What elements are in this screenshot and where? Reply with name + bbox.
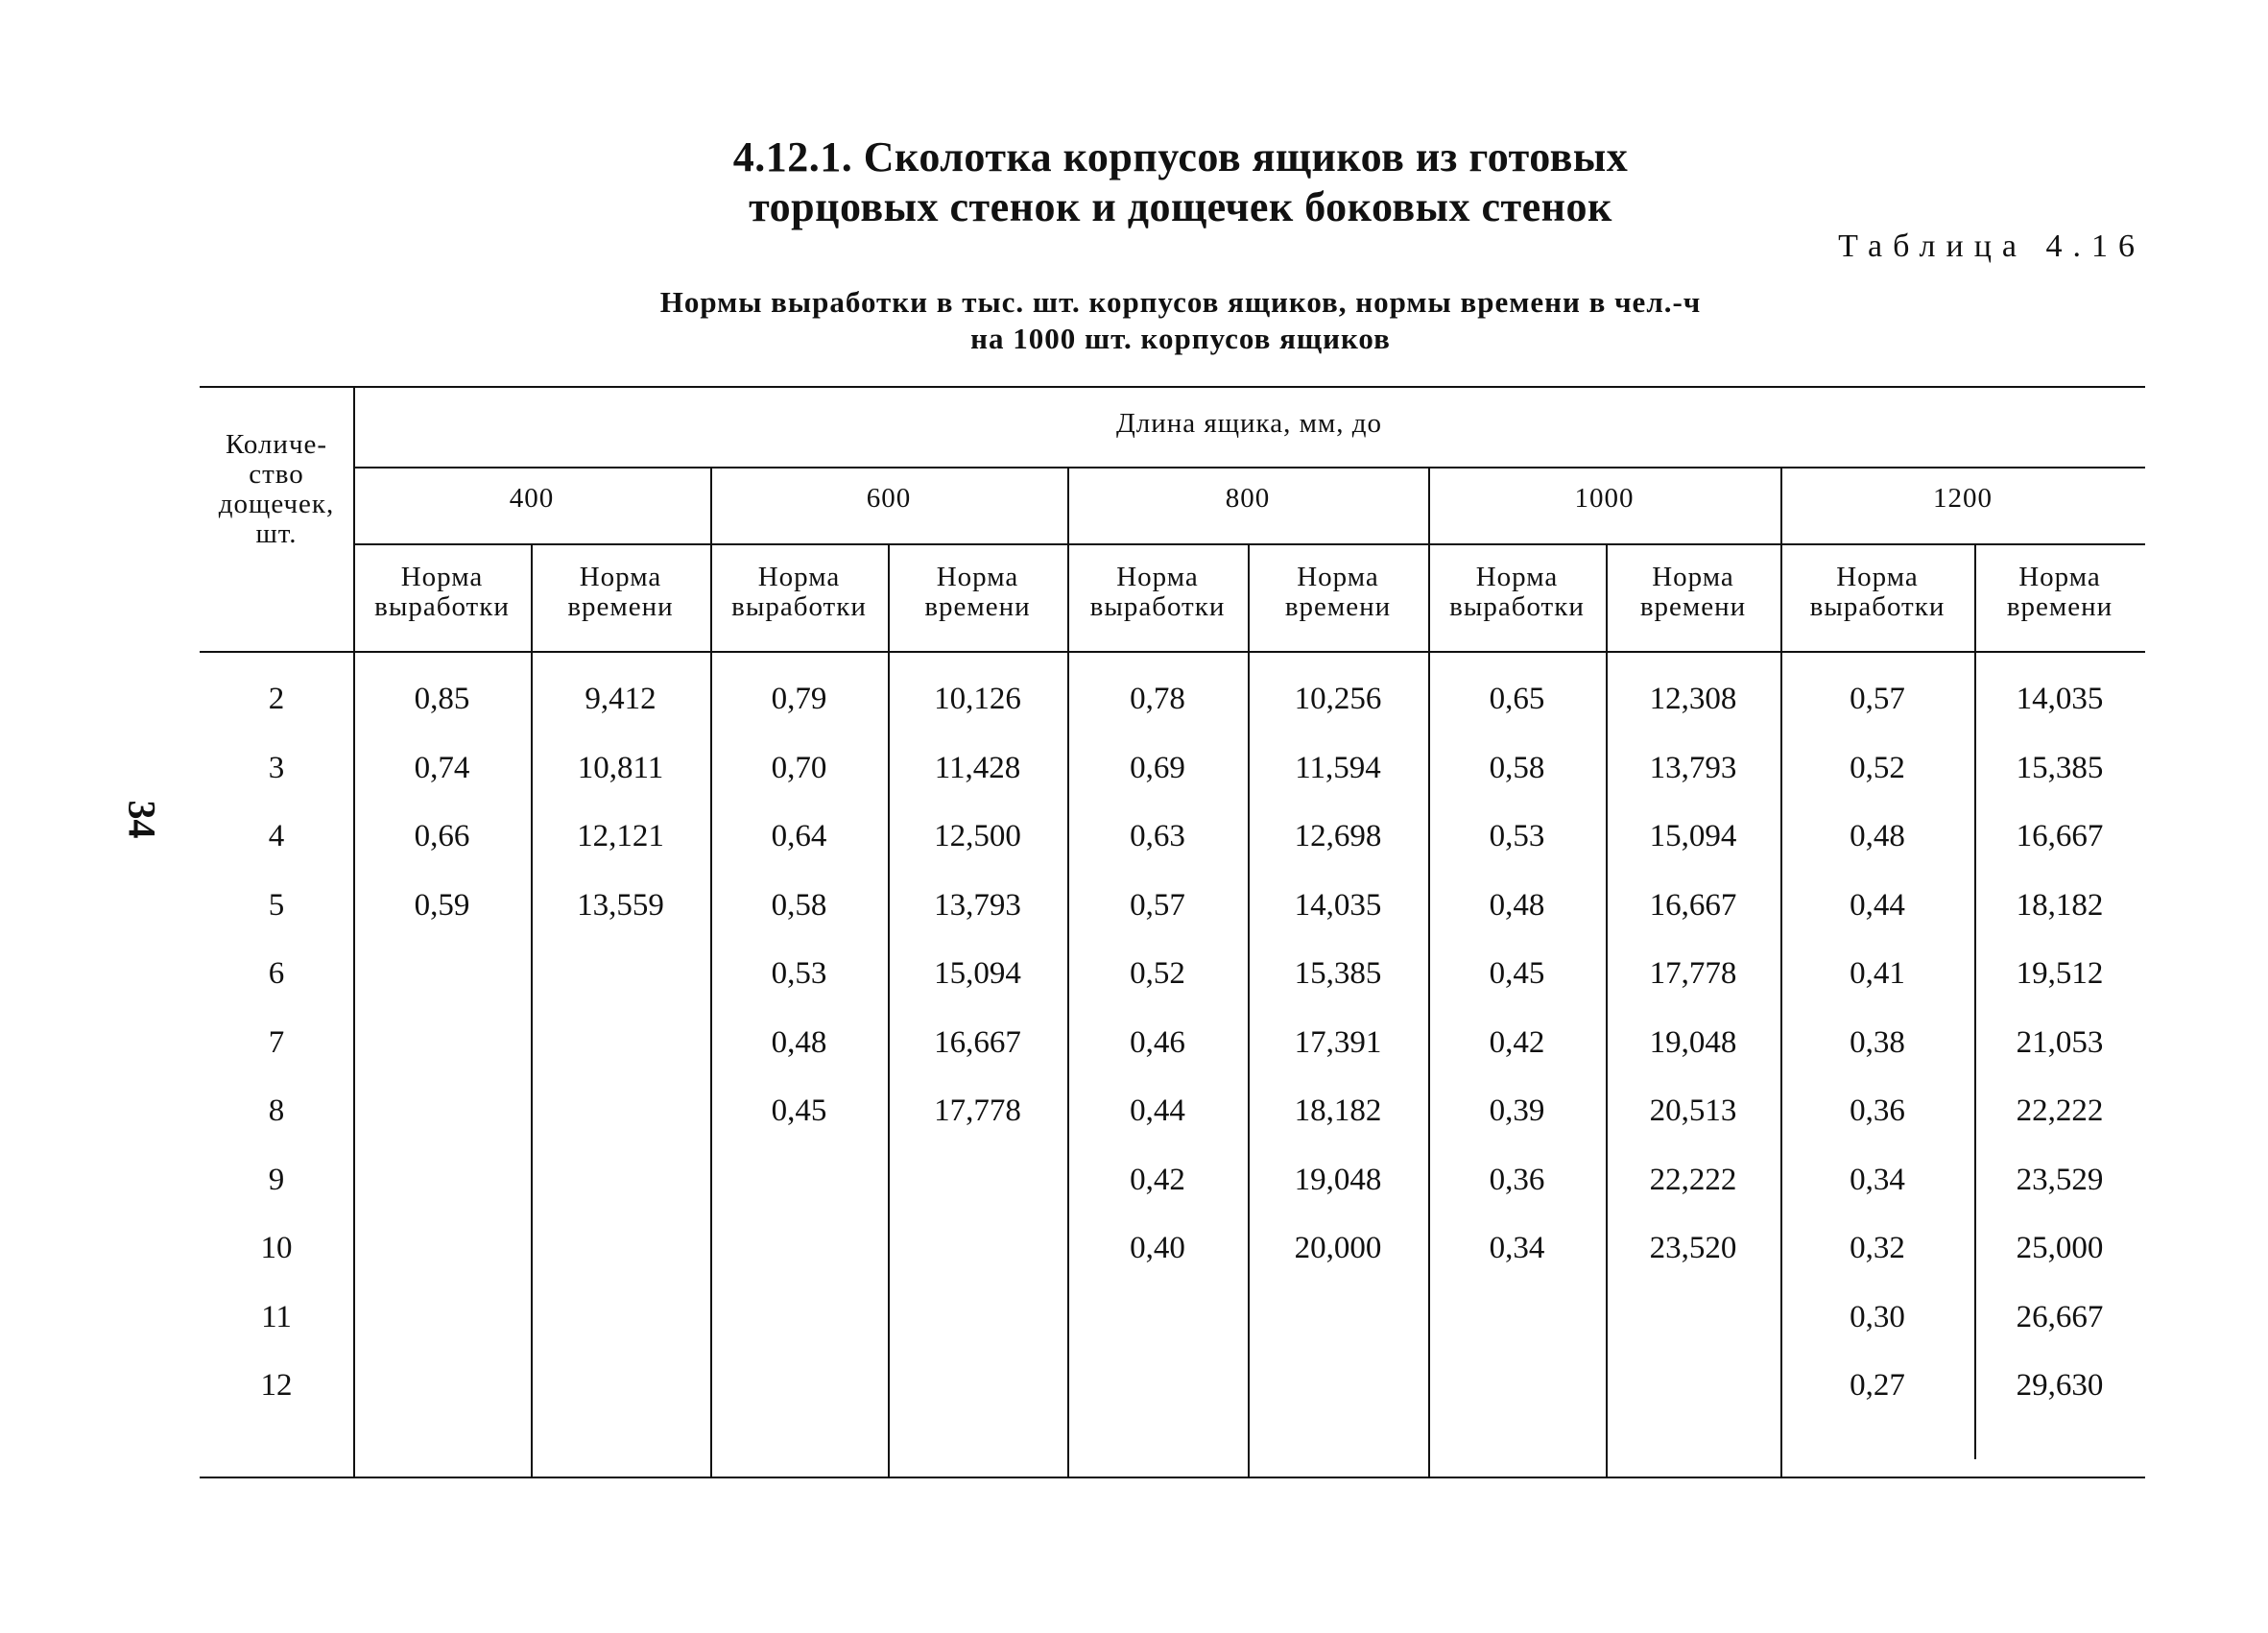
cell-time-norm: 23,529 [2016,1162,2104,1197]
row-count: 12 [260,1368,293,1403]
subheader-time [888,563,1067,622]
row-header [200,430,353,549]
cell-output-norm: 0,52 [1130,956,1185,991]
length-header: 800 [1225,483,1271,514]
cell-time-norm: 23,520 [1649,1231,1737,1265]
subheader-output [1067,563,1248,622]
cell-output-norm: 0,78 [1130,682,1185,716]
cell-time-norm: 10,811 [577,750,664,785]
cell-output-norm: 0,69 [1130,750,1185,785]
cell-time-norm: 11,594 [1295,750,1381,785]
cell-output-norm: 0,66 [414,819,470,853]
cell-output-norm: 0,38 [1850,1024,1905,1060]
row-count: 11 [261,1299,292,1334]
cell-time-norm: 16,667 [2016,819,2104,853]
subheader-line: Норма [1652,562,1734,592]
row-header-line: шт. [255,518,298,549]
cell-output-norm: 0,36 [1489,1162,1545,1197]
cell-time-norm: 15,094 [1649,819,1737,853]
cell-output-norm: 0,46 [1130,1024,1185,1060]
row-count: 9 [268,1162,285,1197]
subheader-line: времени [1284,591,1392,622]
cell-time-norm: 12,698 [1294,819,1382,853]
cell-time-norm: 20,513 [1649,1093,1737,1128]
subheader-line: Норма [579,562,662,592]
cell-time-norm: 19,512 [2016,956,2104,991]
subheader-line: времени [1639,591,1747,622]
subheader-line: времени [924,591,1031,622]
cell-time-norm: 15,385 [1294,956,1382,991]
cell-time-norm: 19,048 [1649,1024,1737,1060]
cell-time-norm: 14,035 [1294,887,1382,923]
cell-time-norm: 13,793 [1649,750,1737,785]
subheader-line: выработки [374,591,510,622]
cell-output-norm: 0,58 [1489,750,1545,785]
length-header: 1200 [1933,483,1993,514]
table-rule-group [353,467,2145,468]
row-header-line: ство [249,459,304,490]
cell-output-norm: 0,42 [1130,1162,1185,1197]
cell-time-norm: 15,094 [934,956,1021,991]
cell-time-norm: 18,182 [1294,1093,1382,1128]
cell-output-norm: 0,40 [1130,1231,1185,1265]
cell-time-norm: 26,667 [2016,1299,2104,1334]
subheader-output [353,563,531,622]
cell-time-norm: 17,391 [1294,1024,1382,1060]
cell-output-norm: 0,57 [1850,682,1905,716]
cell-output-norm: 0,30 [1850,1299,1905,1334]
cell-time-norm: 25,000 [2016,1231,2104,1265]
length-header: 400 [509,483,555,514]
cell-time-norm: 9,412 [585,682,657,716]
cell-time-norm: 13,793 [934,887,1021,923]
cell-output-norm: 0,74 [414,750,470,785]
cell-output-norm: 0,53 [771,956,827,991]
cell-output-norm: 0,64 [771,819,827,853]
cell-time-norm: 22,222 [1649,1162,1737,1197]
subheader-output [1428,563,1606,622]
subheader-time [1248,563,1428,622]
section-title [672,132,1689,232]
section-title-line-1: 4.12.1. Сколотка корпусов ящиков из готовых [732,133,1629,180]
cell-time-norm: 14,035 [2016,682,2104,716]
length-header: 1000 [1574,483,1635,514]
subheader-line: времени [567,591,674,622]
cell-output-norm: 0,48 [1850,819,1905,853]
subheader-line: выработки [1089,591,1226,622]
row-count: 8 [268,1093,285,1128]
subheader-line: Норма [757,562,841,592]
cell-time-norm: 15,385 [2016,750,2104,785]
cell-time-norm: 21,053 [2016,1024,2104,1060]
table-rule-header-bottom [200,651,2145,653]
cell-output-norm: 0,58 [771,887,827,923]
table-vrule-first [353,386,355,1477]
cell-time-norm: 12,308 [1649,682,1737,716]
cell-time-norm: 29,630 [2016,1368,2104,1403]
subheader-line: Норма [1836,562,1919,592]
cell-output-norm: 0,63 [1130,819,1185,853]
subheader-output [1780,563,1974,622]
cell-output-norm: 0,59 [414,887,470,923]
subheader-line: Норма [1475,562,1559,592]
table-caption-line-1: Нормы выработки в тыс. шт. корпусов ящиков, нормы времени в чел.-ч [659,285,1702,319]
row-count: 4 [268,819,285,853]
subheader-line: Норма [400,562,484,592]
cell-output-norm: 0,45 [771,1093,827,1128]
row-count: 2 [268,682,285,716]
table-number: Таблица 4.16 [1838,228,2145,264]
cell-output-norm: 0,85 [414,682,470,716]
subheader-time [1606,563,1780,622]
cell-time-norm: 17,778 [1649,956,1737,991]
subheader-line: Норма [1116,562,1199,592]
cell-output-norm: 0,48 [771,1024,827,1060]
table-rule-top [200,386,2145,388]
subheader-line: выработки [1449,591,1585,622]
table-caption-line-2: на 1000 шт. корпусов ящиков [970,322,1391,355]
subheader-time [1974,563,2145,622]
cell-time-norm: 19,048 [1294,1162,1382,1197]
cell-time-norm: 12,500 [934,819,1021,853]
cell-output-norm: 0,79 [771,682,827,716]
subheader-line: Норма [2018,562,2101,592]
cell-output-norm: 0,41 [1850,956,1905,991]
cell-time-norm: 22,222 [2016,1093,2104,1128]
cell-output-norm: 0,34 [1489,1231,1545,1265]
row-count: 3 [268,750,285,785]
row-count: 5 [268,887,285,923]
subheader-line: выработки [1809,591,1946,622]
cell-output-norm: 0,36 [1850,1093,1905,1128]
subheader-output [710,563,888,622]
cell-output-norm: 0,45 [1489,956,1545,991]
row-count: 6 [268,956,285,991]
cell-output-norm: 0,53 [1489,819,1545,853]
cell-time-norm: 11,428 [934,750,1021,785]
cell-time-norm: 13,559 [577,887,664,923]
group-header: Длина ящика, мм, до [1115,408,1383,439]
cell-output-norm: 0,65 [1489,682,1545,716]
cell-time-norm: 10,126 [934,682,1021,716]
cell-time-norm: 12,121 [577,819,664,853]
cell-output-norm: 0,48 [1489,887,1545,923]
cell-time-norm: 17,778 [934,1093,1021,1128]
cell-output-norm: 0,27 [1850,1368,1905,1403]
page-number: 34 [120,800,164,839]
subheader-time [531,563,710,622]
cell-output-norm: 0,39 [1489,1093,1545,1128]
table-rule-bottom [200,1477,2145,1478]
cell-time-norm: 20,000 [1294,1231,1382,1265]
cell-output-norm: 0,44 [1850,887,1905,923]
table-caption [537,284,1824,357]
section-title-line-2: торцовых стенок и дощечек боковых стенок [749,183,1612,230]
cell-output-norm: 0,52 [1850,750,1905,785]
cell-output-norm: 0,44 [1130,1093,1185,1128]
subheader-line: Норма [936,562,1019,592]
cell-output-norm: 0,34 [1850,1162,1905,1197]
cell-time-norm: 10,256 [1294,682,1382,716]
row-count: 7 [268,1024,285,1060]
cell-time-norm: 18,182 [2016,887,2104,923]
row-header-line: Количе- [225,429,328,460]
row-header-line: дощечек, [218,489,335,519]
subheader-line: времени [2006,591,2113,622]
cell-output-norm: 0,70 [771,750,827,785]
cell-output-norm: 0,57 [1130,887,1185,923]
row-count: 10 [260,1231,293,1265]
subheader-line: выработки [731,591,867,622]
cell-time-norm: 16,667 [1649,887,1737,923]
subheader-line: Норма [1297,562,1379,592]
cell-output-norm: 0,42 [1489,1024,1545,1060]
cell-output-norm: 0,32 [1850,1231,1905,1265]
cell-time-norm: 16,667 [934,1024,1021,1060]
length-header: 600 [866,483,912,514]
